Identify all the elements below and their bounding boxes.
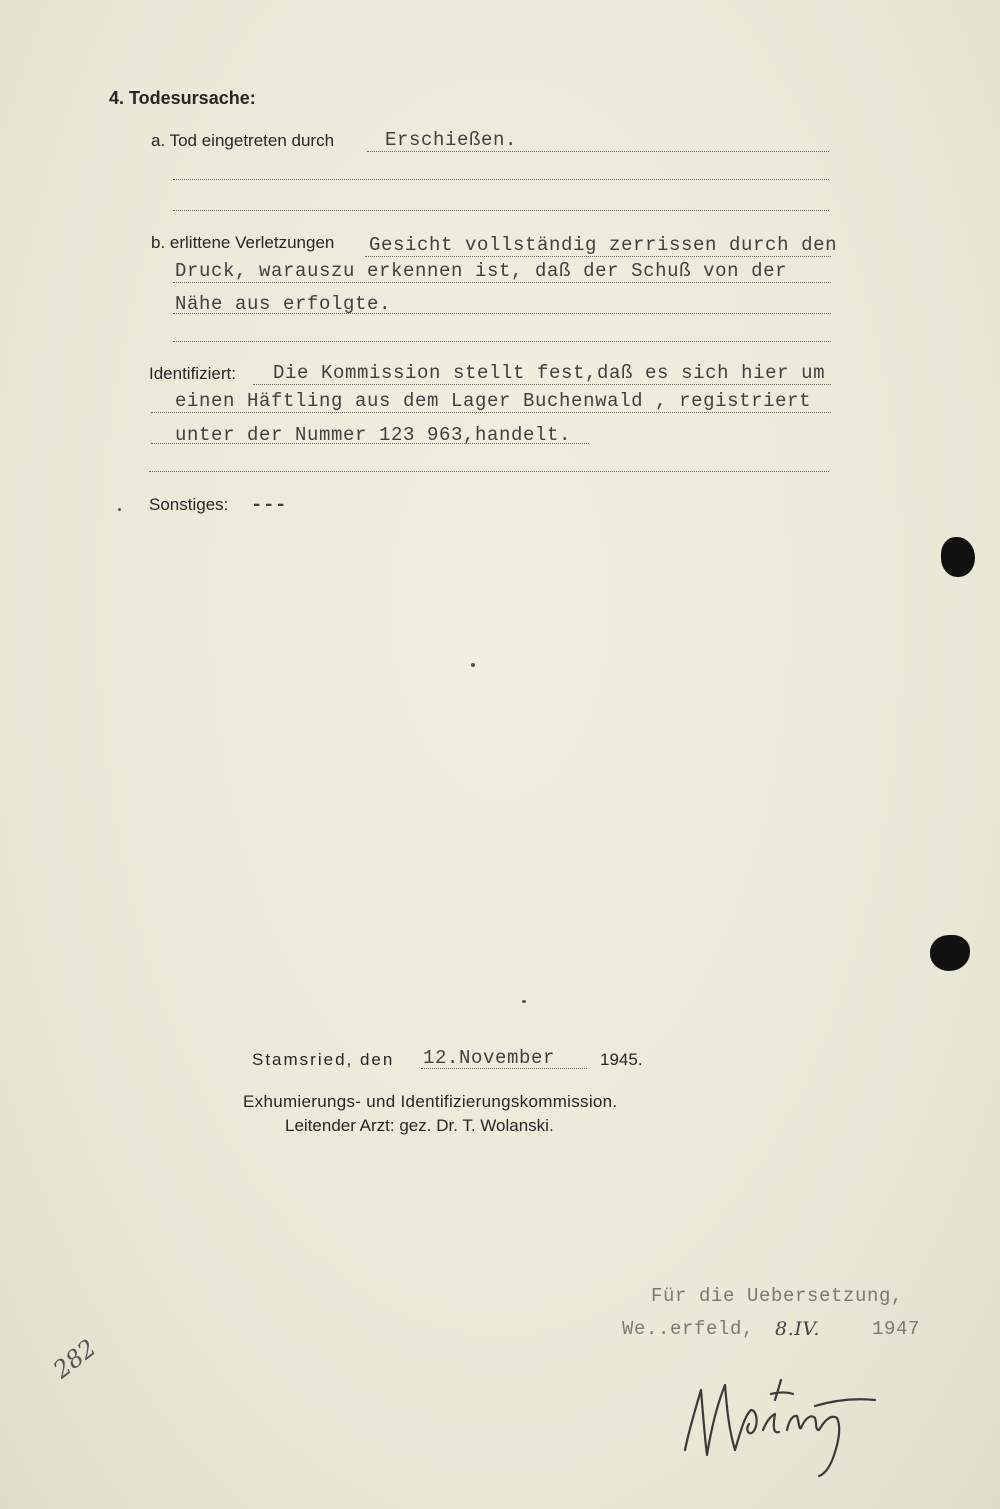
translation-note-year: 1947 [872, 1318, 921, 1340]
place-date-year: 1945. [600, 1050, 643, 1069]
ink-speck [471, 663, 475, 667]
dotted-line [173, 282, 831, 283]
injuries-line-3: Nähe aus erfolgte. [175, 293, 392, 315]
dotted-line [149, 471, 829, 472]
translation-note-place: We..erfeld, [622, 1318, 755, 1340]
cause-label: a. Tod eingetreten durch [151, 131, 335, 150]
injuries-line-2: Druck, warauszu erkennen ist, daß der Schuß von der [175, 260, 788, 282]
section-heading: 4. Todesursache: [109, 88, 256, 108]
dotted-line [421, 1068, 587, 1069]
page-number: 282 [48, 1333, 102, 1385]
identified-line-1: Die Kommission stellt fest,daß es sich hier um [273, 362, 826, 384]
injuries-line-1: Gesicht vollständig zerrissen durch den [369, 234, 838, 256]
injuries-label: b. erlittene Verletzungen [151, 233, 335, 252]
dotted-line [151, 412, 831, 413]
punch-hole [941, 537, 975, 577]
dotted-line [151, 443, 589, 444]
other-value: --- [251, 494, 288, 516]
dotted-line [173, 313, 831, 314]
dotted-line [173, 179, 829, 180]
punch-hole [930, 935, 970, 971]
translation-note-line-1: Für die Uebersetzung, [651, 1285, 904, 1307]
identified-line-2: einen Häftling aus dem Lager Buchenwald , registriert [175, 390, 812, 412]
identified-line-3: unter der Nummer 123 963,handelt. [175, 424, 572, 446]
ink-speck [118, 508, 121, 511]
ink-speck [522, 1000, 526, 1003]
dotted-line [365, 256, 831, 257]
identified-label: Identifiziert: [149, 364, 236, 383]
cause-value: Erschießen. [385, 129, 518, 151]
leading-doctor: Leitender Arzt: gez. Dr. T. Wolanski. [285, 1116, 554, 1135]
signature-scribble [675, 1370, 885, 1490]
place-date-value: 12.November [423, 1047, 556, 1069]
dotted-line [367, 151, 829, 152]
dotted-line [173, 210, 829, 211]
commission-name: Exhumierungs- und Identifizierungskommission. [243, 1092, 618, 1111]
place-date-prefix: Stamsried, den [252, 1050, 395, 1069]
other-label: Sonstiges: [149, 495, 229, 514]
dotted-line [173, 341, 831, 342]
translation-note-date: 8.IV. [775, 1318, 821, 1340]
dotted-line [253, 384, 831, 385]
